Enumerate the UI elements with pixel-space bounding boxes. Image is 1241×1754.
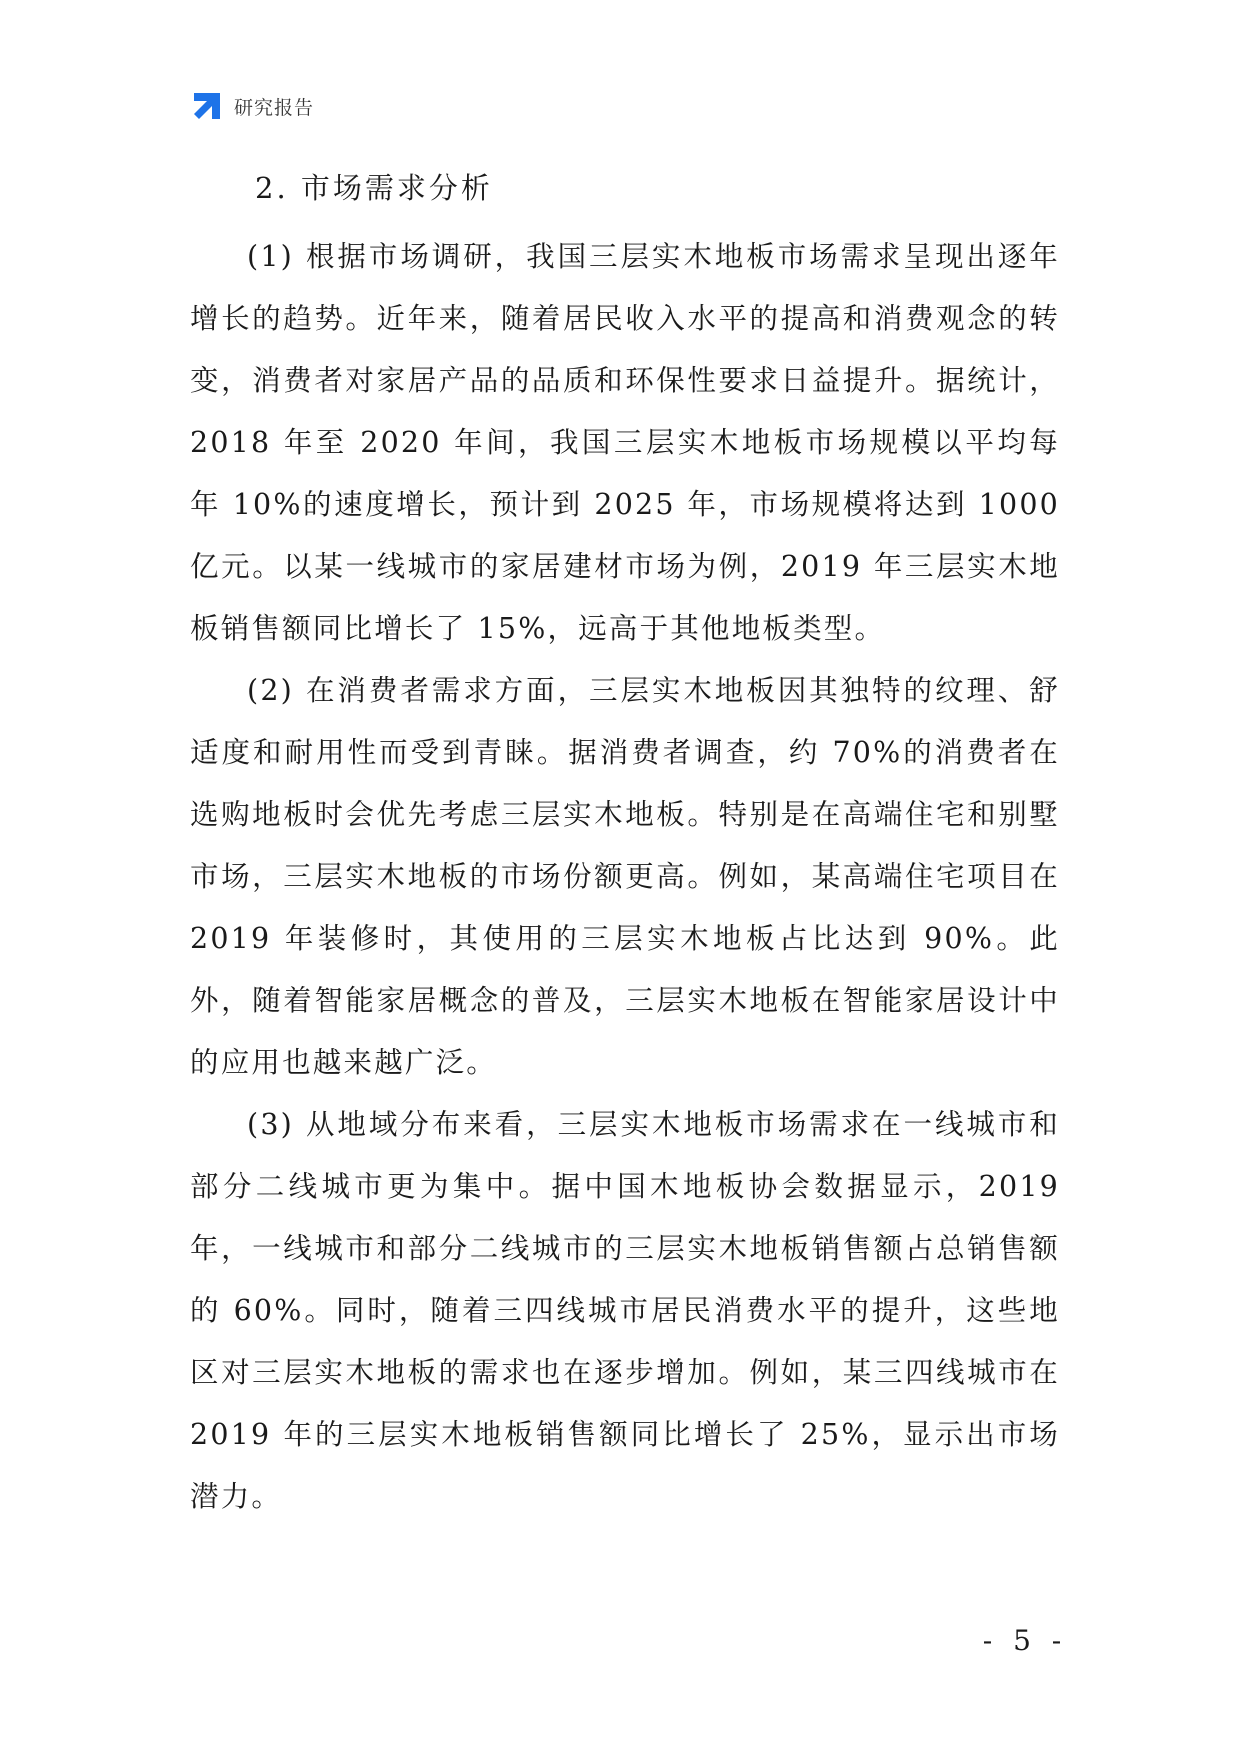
section-title: 2. 市场需求分析 (255, 171, 493, 205)
page-header (190, 88, 314, 124)
paragraph-3: (3) 从地域分布来看，三层实木地板市场需求在一线城市和部分二线城市更为集中。据中国木地板协会数据显示，2019 年，一线城市和部分二线城市的三层实木地板销售额占总销售额的 60%。同时，随着三四线城市居民消费水平的提升，这些地区对三层实木地板的需求也在逐步增加。例如，某三四线城市在 2019 年的三层实木地板销售额同比增长了 25%，显示出市场潜力。 (190, 1108, 1060, 1513)
page-number: - 5 - (982, 1624, 1068, 1657)
paragraph-1: (1) 根据市场调研，我国三层实木地板市场需求呈现出逐年增长的趋势。近年来，随着居民收入水平的提高和消费观念的转变，消费者对家居产品的品质和环保性要求日益提升。据统计，2018 年至 2020 年间，我国三层实木地板市场规模以平均每年 10%的速度增长，预计到 2025 年，市场规模将达到 1000 亿元。以某一线城市的家居建材市场为例，2019 年三层实木地板销售额同比增长了 15%，远高于其他地板类型。 (190, 240, 1060, 645)
paragraph-2: (2) 在消费者需求方面，三层实木地板因其独特的纹理、舒适度和耐用性而受到青睐。据消费者调查，约 70%的消费者在选购地板时会优先考虑三层实木地板。特别是在高端住宅和别墅市场，三层实木地板的市场份额更高。例如，某高端住宅项目在 2019 年装修时，其使用的三层实木地板占比达到 90%。此外，随着智能家居概念的普及，三层实木地板在智能家居设计中的应用也越来越广泛。 (190, 674, 1060, 1079)
arrow-up-right-icon (190, 89, 224, 123)
header-label: 研究报告 (234, 96, 315, 119)
body-content (190, 226, 1060, 1528)
